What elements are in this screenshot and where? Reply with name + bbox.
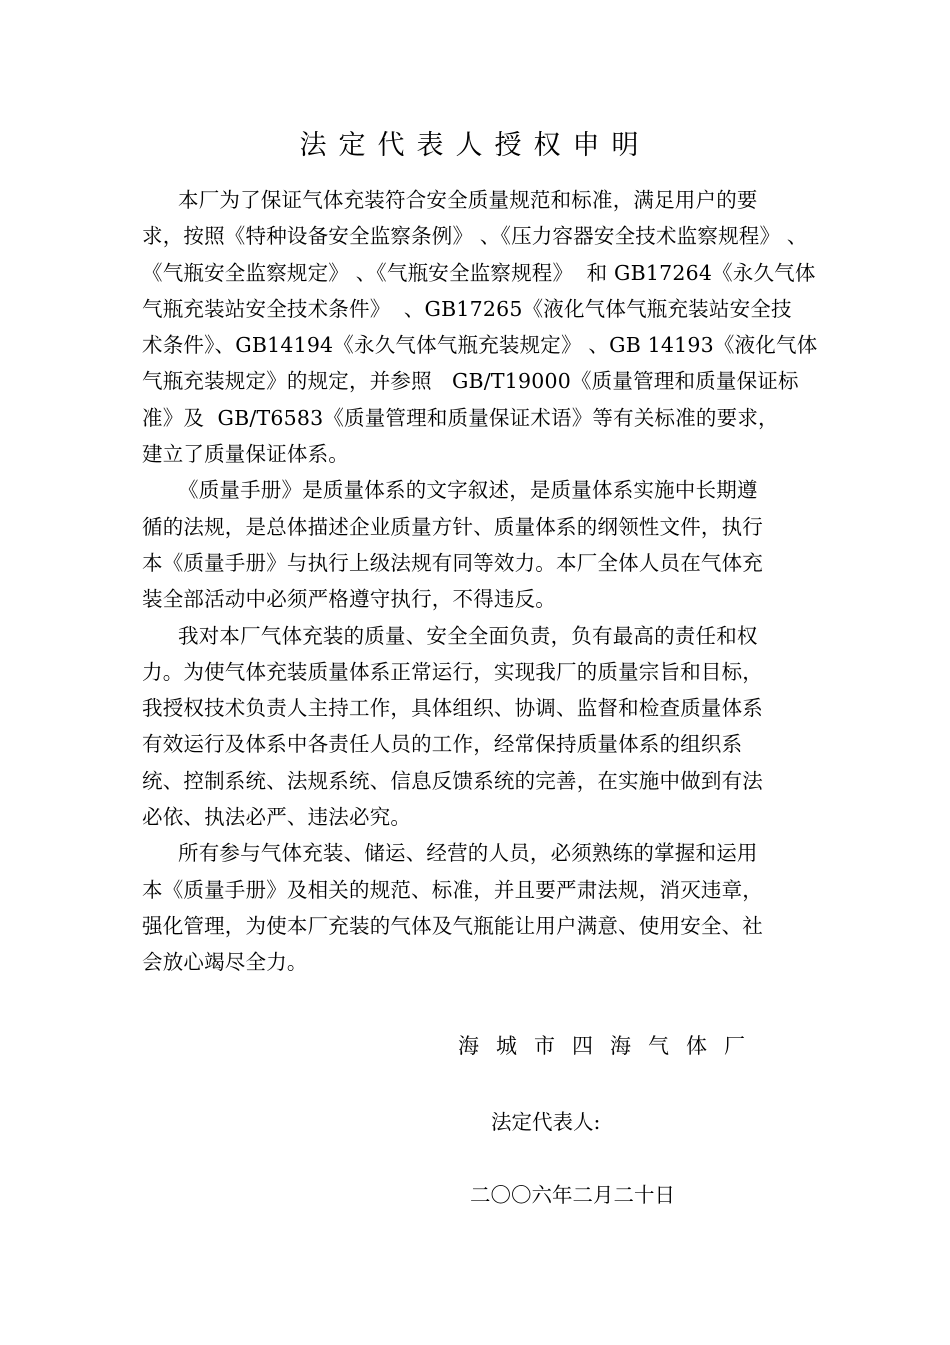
- body-line: 气瓶充装规定》的规定，并参照 GB/T19000《质量管理和质量保证标: [142, 369, 799, 394]
- document-body: [142, 182, 822, 981]
- body-line: 本《质量手册》与执行上级法规有同等效力。本厂全体人员在气体充: [142, 550, 763, 575]
- body-line: 准》及 GB/T6583《质量管理和质量保证术语》等有关标准的要求，: [142, 405, 779, 430]
- body-line: 有效运行及体系中各责任人员的工作，经常保持质量体系的组织系: [142, 732, 743, 757]
- signature-date: 二〇〇六年二月二十日: [470, 1183, 675, 1207]
- body-line: 统、控制系统、法规系统、信息反馈系统的完善，在实施中做到有法: [142, 768, 763, 793]
- body-line: 装全部活动中必须严格遵守执行，不得违反。: [142, 587, 556, 612]
- body-line: 所有参与气体充装、储运、经营的人员，必须熟练的掌握和运用: [178, 841, 758, 866]
- body-line: 本《质量手册》及相关的规范、标准，并且要严肃法规，消灭违章，: [142, 877, 763, 902]
- body-line: 必依、执法必严、违法必究。: [142, 805, 412, 830]
- body-line: 《气瓶安全监察规定》 、《气瓶安全监察规程》 和 GB17264《永久气体: [142, 260, 816, 285]
- body-line: 力。为使气体充装质量体系正常运行，实现我厂的质量宗旨和目标，: [142, 659, 763, 684]
- factory-name: 海城市四海气体厂: [458, 1034, 762, 1058]
- legal-representative-label: 法定代表人:: [491, 1110, 601, 1134]
- body-line: 术条件》、GB14194《永久气体气瓶充装规定》 、GB 14193《液化气体: [142, 333, 818, 358]
- body-line: 求，按照《特种设备安全监察条例》 、《压力容器安全技术监察规程》 、: [142, 224, 808, 249]
- body-line: 《质量手册》是质量体系的文字叙述，是质量体系实施中长期遵: [178, 478, 758, 503]
- body-line: 气瓶充装站安全技术条件》 、GB17265《液化气体气瓶充装站安全技: [142, 296, 792, 321]
- body-line: 建立了质量保证体系。: [142, 442, 349, 467]
- body-line: 本厂为了保证气体充装符合安全质量规范和标准，满足用户的要: [178, 188, 758, 212]
- body-line: 循的法规，是总体描述企业质量方针、质量体系的纲领性文件，执行: [142, 514, 763, 539]
- body-line: 会放心竭尽全力。: [142, 950, 308, 975]
- body-line: 我对本厂气体充装的质量、安全全面负责，负有最高的责任和权: [178, 623, 758, 648]
- body-line: 强化管理，为使本厂充装的气体及气瓶能让用户满意、使用安全、社: [142, 913, 763, 938]
- body-line: 我授权技术负责人主持工作，具体组织、协调、监督和检查质量体系: [142, 696, 763, 721]
- document-title: 法定代表人授权申明: [299, 130, 651, 161]
